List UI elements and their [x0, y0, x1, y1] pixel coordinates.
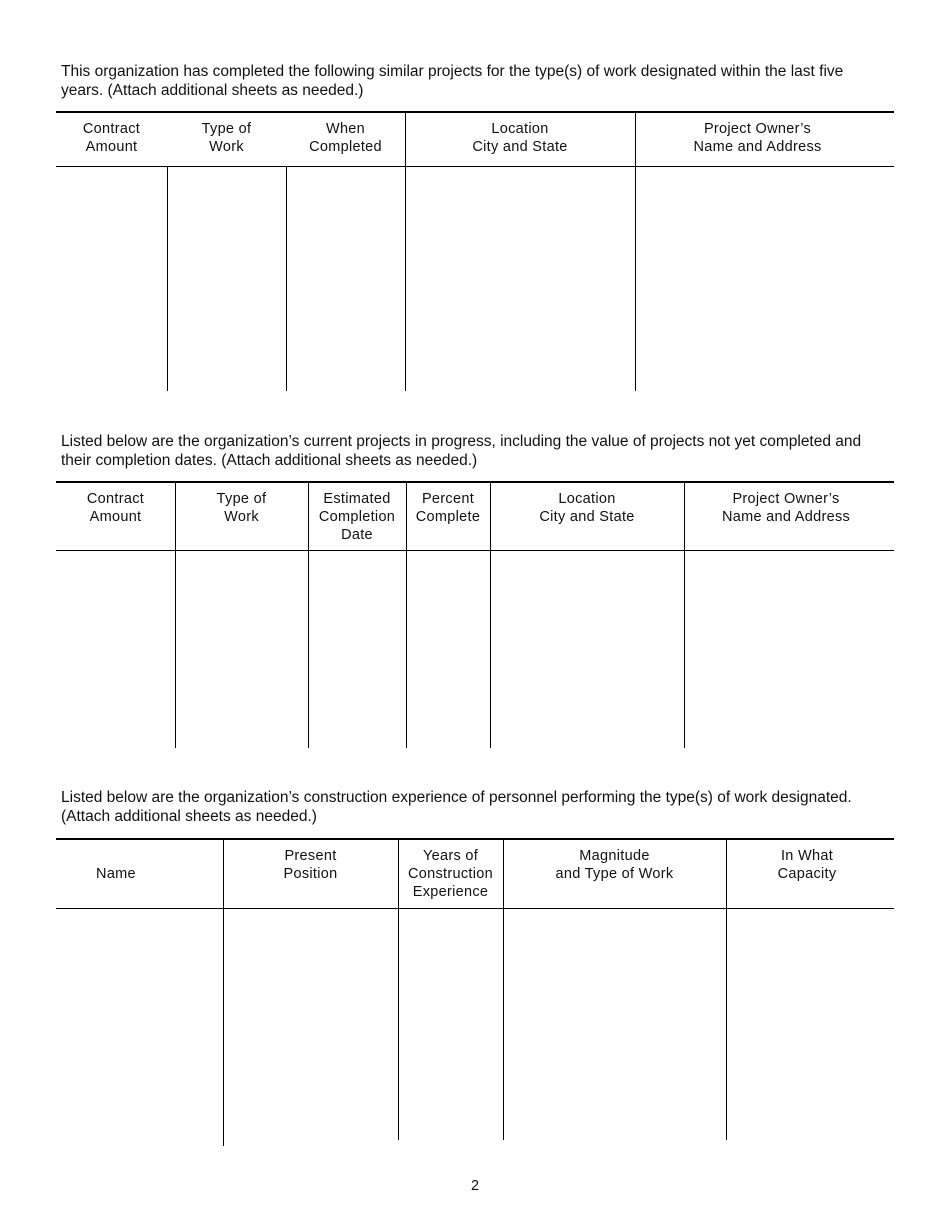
header-type-of-work: Type of Work [216, 491, 267, 525]
section2-intro: Listed below are the organization’s current projects in progress, including the value of projects not yet completed and their completion dates. (Attach additional sheets as needed.) [61, 433, 862, 469]
column-divider [490, 481, 491, 748]
header-location: Location City and State [539, 491, 635, 525]
header-present-position: Present Position [283, 848, 338, 882]
column-divider [406, 481, 407, 748]
header-when-completed: When Completed [309, 121, 382, 155]
section3-intro: Listed below are the organization’s construction experience of personnel performing the type(s) of work designated. (Attach additional sheets as needed.) [61, 789, 852, 825]
table-top-rule [56, 481, 894, 483]
header-in-what-capacity: In What Capacity [777, 848, 837, 882]
column-divider [308, 481, 309, 748]
header-contract-amount: Contract Amount [86, 491, 145, 525]
header-name: Name [96, 866, 136, 882]
column-divider [398, 838, 399, 1140]
current-projects-table [56, 481, 894, 748]
table-top-rule [56, 838, 894, 840]
header-years-experience: Years of Construction Experience [408, 848, 493, 900]
column-divider [175, 481, 176, 748]
header-magnitude-type: Magnitude and Type of Work [555, 848, 674, 882]
header-contract-amount: Contract Amount [82, 121, 141, 155]
column-divider [726, 838, 727, 1140]
header-bottom-rule [56, 550, 894, 551]
column-divider [503, 838, 504, 1140]
section1-intro: This organization has completed the following similar projects for the type(s) of work designated within the last five years. (Attach additional sheets as needed.) [61, 63, 844, 99]
column-divider [635, 111, 636, 391]
header-type-of-work: Type of Work [201, 121, 252, 155]
personnel-experience-table [56, 838, 894, 1146]
column-divider [167, 167, 168, 391]
header-project-owner: Project Owner’s Name and Address [721, 491, 851, 525]
page-number: 2 [470, 1178, 480, 1194]
header-bottom-rule [56, 166, 894, 167]
header-percent-complete: Percent Complete [415, 491, 481, 525]
column-divider [405, 111, 406, 391]
header-estimated-completion: Estimated Completion Date [318, 491, 396, 543]
column-divider [684, 481, 685, 748]
header-bottom-rule [56, 908, 894, 909]
table-top-rule [56, 111, 894, 113]
column-divider [223, 838, 224, 1146]
completed-projects-table [56, 111, 894, 391]
header-project-owner: Project Owner’s Name and Address [693, 121, 822, 155]
header-location: Location City and State [472, 121, 568, 155]
column-divider [286, 167, 287, 391]
